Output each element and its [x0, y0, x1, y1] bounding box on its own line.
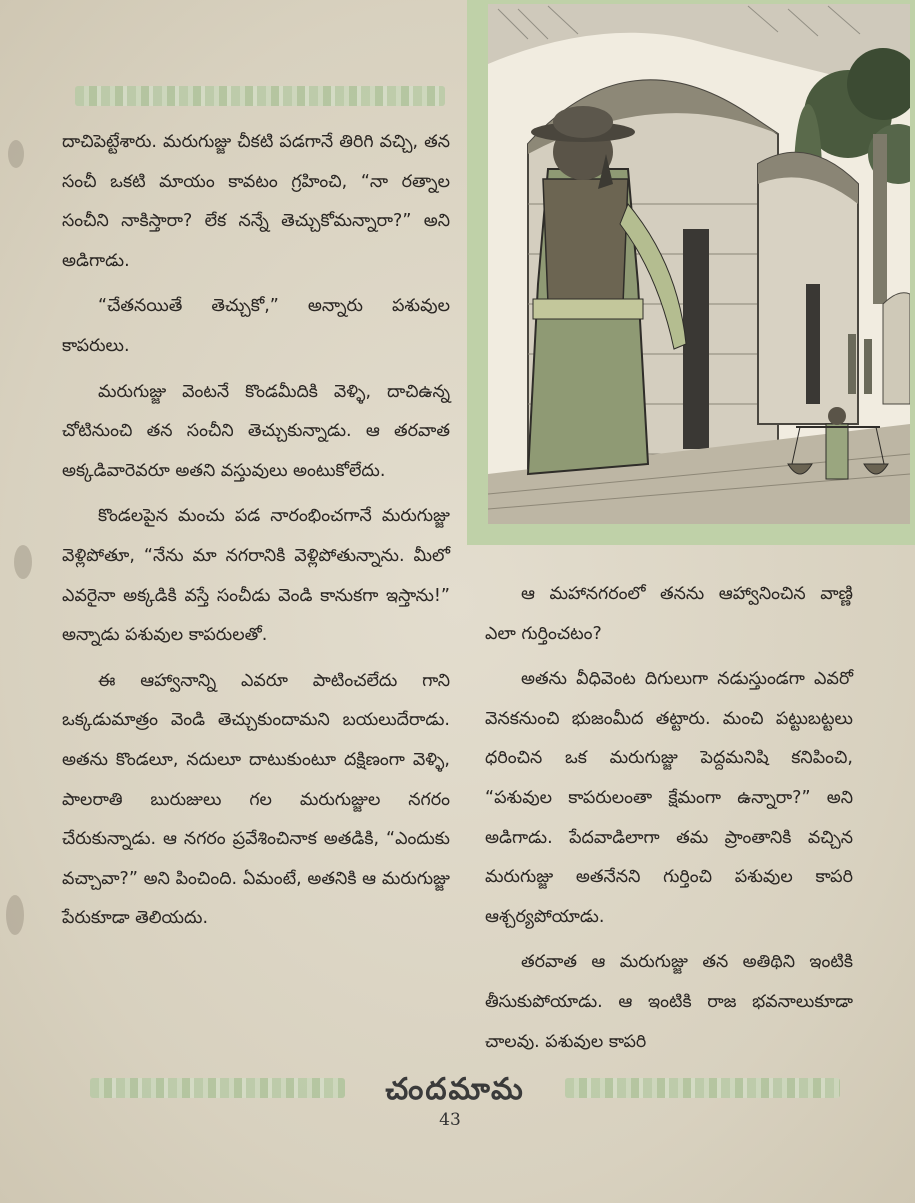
footer-band-right [565, 1078, 840, 1098]
left-paragraph-5: ఈ ఆహ్వానాన్ని ఎవరూ పాటించలేదు గాని ఒక్కడుమాత్రం వెండి తెచ్చుకుందామని బయలుదేరాడు. అతను కొండలూ, నదులూ దాటుకుంటూ దక్షిణంగా వెళ్ళి, పాలరాతి బురుజులు గల మరుగుజ్జుల నగరం చేరుకున్నాడు. ఆ నగరం ప్రవేశించినాక అతడికి, “ఎందుకు వచ్చావా?” అని పించింది. ఏమంటే, అతనికి ఆ మరుగుజ్జు పేరుకూడా తెలియదు. [62, 670, 450, 929]
illustration-drawing [488, 4, 910, 524]
footer-band-left [90, 1078, 345, 1098]
left-paragraph-4: కొండలపైన మంచు పడ నారంభించగానే మరుగుజ్జు వెళ్లిపోతూ, “నేను మా నగరానికి వెళ్లిపోతున్నాను. మీలో ఎవరైనా అక్కడికి వస్తే సంచీడు వెండి కానుకగా ఇస్తాను!” అన్నాడు పశువుల కాపరులతో. [62, 506, 450, 646]
magazine-title: చందమామ [385, 1072, 525, 1107]
left-text-column [62, 123, 450, 939]
page-number: 43 [439, 1110, 461, 1130]
right-paragraph-1: ఆ మహానగరంలో తనను ఆహ్వానించిన వాణ్ణి ఎలా గుర్తించటం? [485, 584, 853, 644]
left-paragraph-3: మరుగుజ్జు వెంటనే కొండమీదికి వెళ్ళి, దాచిఉన్న చోటినుంచి తన సంచీని తెచ్చుకున్నాడు. ఆ తరవాత అక్కడివారెవరూ అతని వస్తువులు అంటుకోలేదు. [62, 381, 450, 481]
binding-hole-bottom [6, 895, 24, 935]
binding-hole-middle [14, 545, 32, 579]
left-paragraph-1: దాచిపెట్టేశారు. మరుగుజ్జు చీకటి పడగానే తిరిగి వచ్చి, తన సంచీ ఒకటి మాయం కావటం గ్రహించి, “నా రత్నాల సంచీని నాకిస్తారా? లేక నన్నే తెచ్చుకోమన్నారా?” అని అడిగాడు. [62, 132, 450, 271]
left-paragraph-2: “చేతనయితే తెచ్చుకో,” అన్నారు పశువుల కాపరులు. [62, 296, 450, 356]
story-illustration [467, 0, 915, 545]
binding-hole-top [8, 140, 24, 168]
right-paragraph-2: అతను వీధివెంట దిగులుగా నడుస్తుండగా ఎవరో వెనకనుంచి భుజంమీద తట్టారు. మంచి పట్టుబట్టలు ధరించిన ఒక మరుగుజ్జు పెద్దమనిషి కనిపించి, “పశువుల కాపరులంతా క్షేమంగా ఉన్నారా?” అని అడిగాడు. పేదవాడిలాగా తమ ప్రాంతానికి వచ్చిన మరుగుజ్జు అతనేనని గుర్తించి పశువుల కాపరి ఆశ్చర్యపోయాడు. [485, 669, 853, 927]
right-text-column [485, 575, 853, 1062]
right-paragraph-3: తరవాత ఆ మరుగుజ్జు తన అతిథిని ఇంటికి తీసుకుపోయాడు. ఆ ఇంటికి రాజ భవనాలుకూడా చాలవు. పశువుల కాపరి [485, 952, 853, 1052]
top-decorative-band [75, 86, 445, 106]
